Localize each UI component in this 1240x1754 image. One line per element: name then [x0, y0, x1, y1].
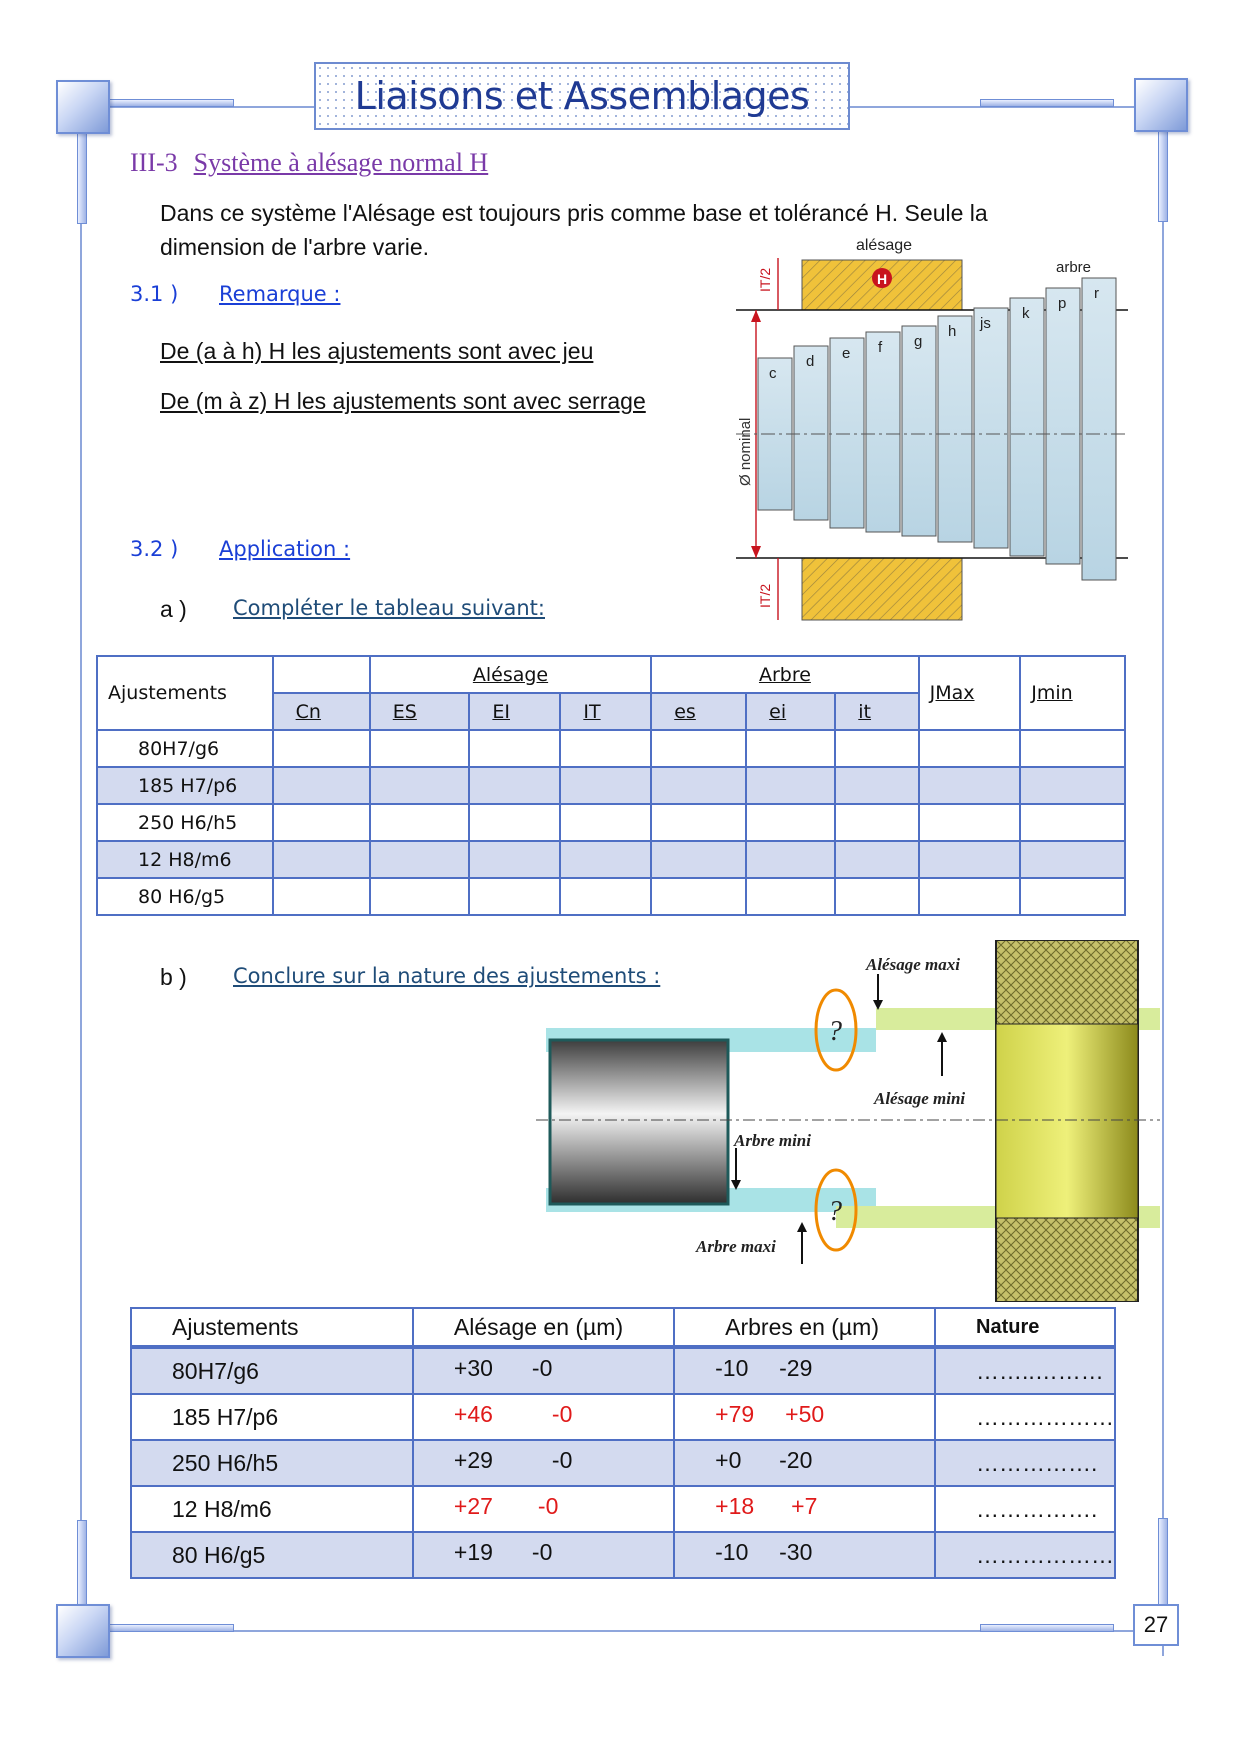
section-title: Système à alésage normal H [193, 148, 489, 177]
tolerance-diagram [716, 228, 1128, 648]
t1-col-it-lower: it [835, 693, 918, 730]
page-title: Liaisons et Assemblages [354, 74, 810, 118]
it-label-top: IT/2 [757, 267, 773, 292]
svg-text:?: ? [828, 1016, 842, 1047]
table-row: 250 H6/h5 [97, 804, 1125, 841]
t1-col-ei: EI [469, 693, 560, 730]
svg-text:r: r [1094, 285, 1099, 302]
step-a-text: Compléter le tableau suivant: [233, 596, 545, 620]
table-row: 80 H6/g5 [97, 878, 1125, 915]
application-heading: Application : [219, 537, 351, 561]
intro-paragraph: Dans ce système l'Alésage est toujours pris comme base et tolérancé H. Seule la dimension de l'arbre varie. [160, 200, 988, 260]
fit-table-blank [96, 655, 1126, 916]
svg-text:g: g [914, 333, 923, 350]
step-b-letter: b ) [160, 964, 187, 990]
t1-col-ei-lower: ei [746, 693, 835, 730]
svg-text:H: H [876, 271, 888, 287]
t2-header-arbres: Arbres en (µm) [674, 1308, 935, 1347]
svg-text:p: p [1058, 295, 1067, 312]
it-label-bottom: IT/2 [757, 583, 773, 608]
svg-text:e: e [842, 345, 851, 362]
section-heading [130, 148, 488, 178]
table-row: 80H7/g6 [97, 730, 1125, 767]
svg-text:js: js [980, 315, 991, 332]
t1-col-it: IT [560, 693, 651, 730]
svg-text:d: d [806, 353, 815, 370]
t2-header-nature: Nature [935, 1308, 1115, 1347]
step-b-text: Conclure sur la nature des ajustements : [233, 964, 661, 988]
step-a-letter: a ) [160, 596, 187, 622]
t2-header-alesage: Alésage en (µm) [413, 1308, 674, 1347]
table-row: 12 H8/m6 +27 -0 +18 +7 ……………. [131, 1486, 1115, 1532]
t1-header-jmax: JMax [919, 656, 1021, 730]
table-row: 185 H7/p6 [97, 767, 1125, 804]
t1-col-es-lower: es [651, 693, 746, 730]
svg-text:c: c [769, 365, 777, 382]
remark-heading: Remarque : [219, 282, 341, 306]
bore-min-label: Alésage mini [874, 1089, 966, 1108]
svg-text:k: k [1022, 305, 1030, 322]
shaft-max-label: Arbre maxi [696, 1237, 776, 1256]
svg-text:?: ? [828, 1196, 842, 1227]
remark-number: 3.1 ) [130, 282, 179, 306]
remark-line-2: De (m à z) H les ajustements sont avec serrage [160, 388, 646, 414]
limits-diagram [536, 940, 1160, 1302]
t1-header-arbre: Arbre [651, 656, 918, 693]
table-row: 80 H6/g5 +19 -0 -10 -30 ……………… [131, 1532, 1115, 1578]
svg-text:h: h [948, 323, 957, 340]
nominal-label: Ø nominal [737, 417, 754, 486]
t1-header-alesage: Alésage [370, 656, 651, 693]
table-row: 80H7/g6 +30 -0 -10 -29 ……..……… [131, 1347, 1115, 1394]
svg-text:f: f [878, 339, 883, 356]
page-number: 27 [1133, 1604, 1179, 1646]
page-title-box [314, 62, 850, 130]
table-row: 250 H6/h5 +29 -0 +0 -20 ……………. [131, 1440, 1115, 1486]
fit-values-table [130, 1307, 1116, 1579]
t1-col-cn: Cn [273, 693, 370, 730]
bore-max-label: Alésage maxi [866, 955, 960, 974]
shaft-label: arbre [1056, 259, 1092, 276]
section-number: III-3 [130, 148, 178, 177]
application-number: 3.2 ) [130, 537, 179, 561]
t1-header-jmin: Jmin [1020, 656, 1125, 730]
shaft-min-label: Arbre mini [734, 1131, 811, 1150]
t2-header-ajustements: Ajustements [131, 1308, 413, 1347]
bore-label: alésage [855, 237, 913, 254]
table-row: 12 H8/m6 [97, 841, 1125, 878]
remark-line-1: De (a à h) H les ajustements sont avec jeu [160, 338, 594, 364]
t1-col-es: ES [370, 693, 470, 730]
table-row: 185 H7/p6 +46 -0 +79 +50 ……………… [131, 1394, 1115, 1440]
t1-header-ajustements: Ajustements [97, 656, 273, 730]
